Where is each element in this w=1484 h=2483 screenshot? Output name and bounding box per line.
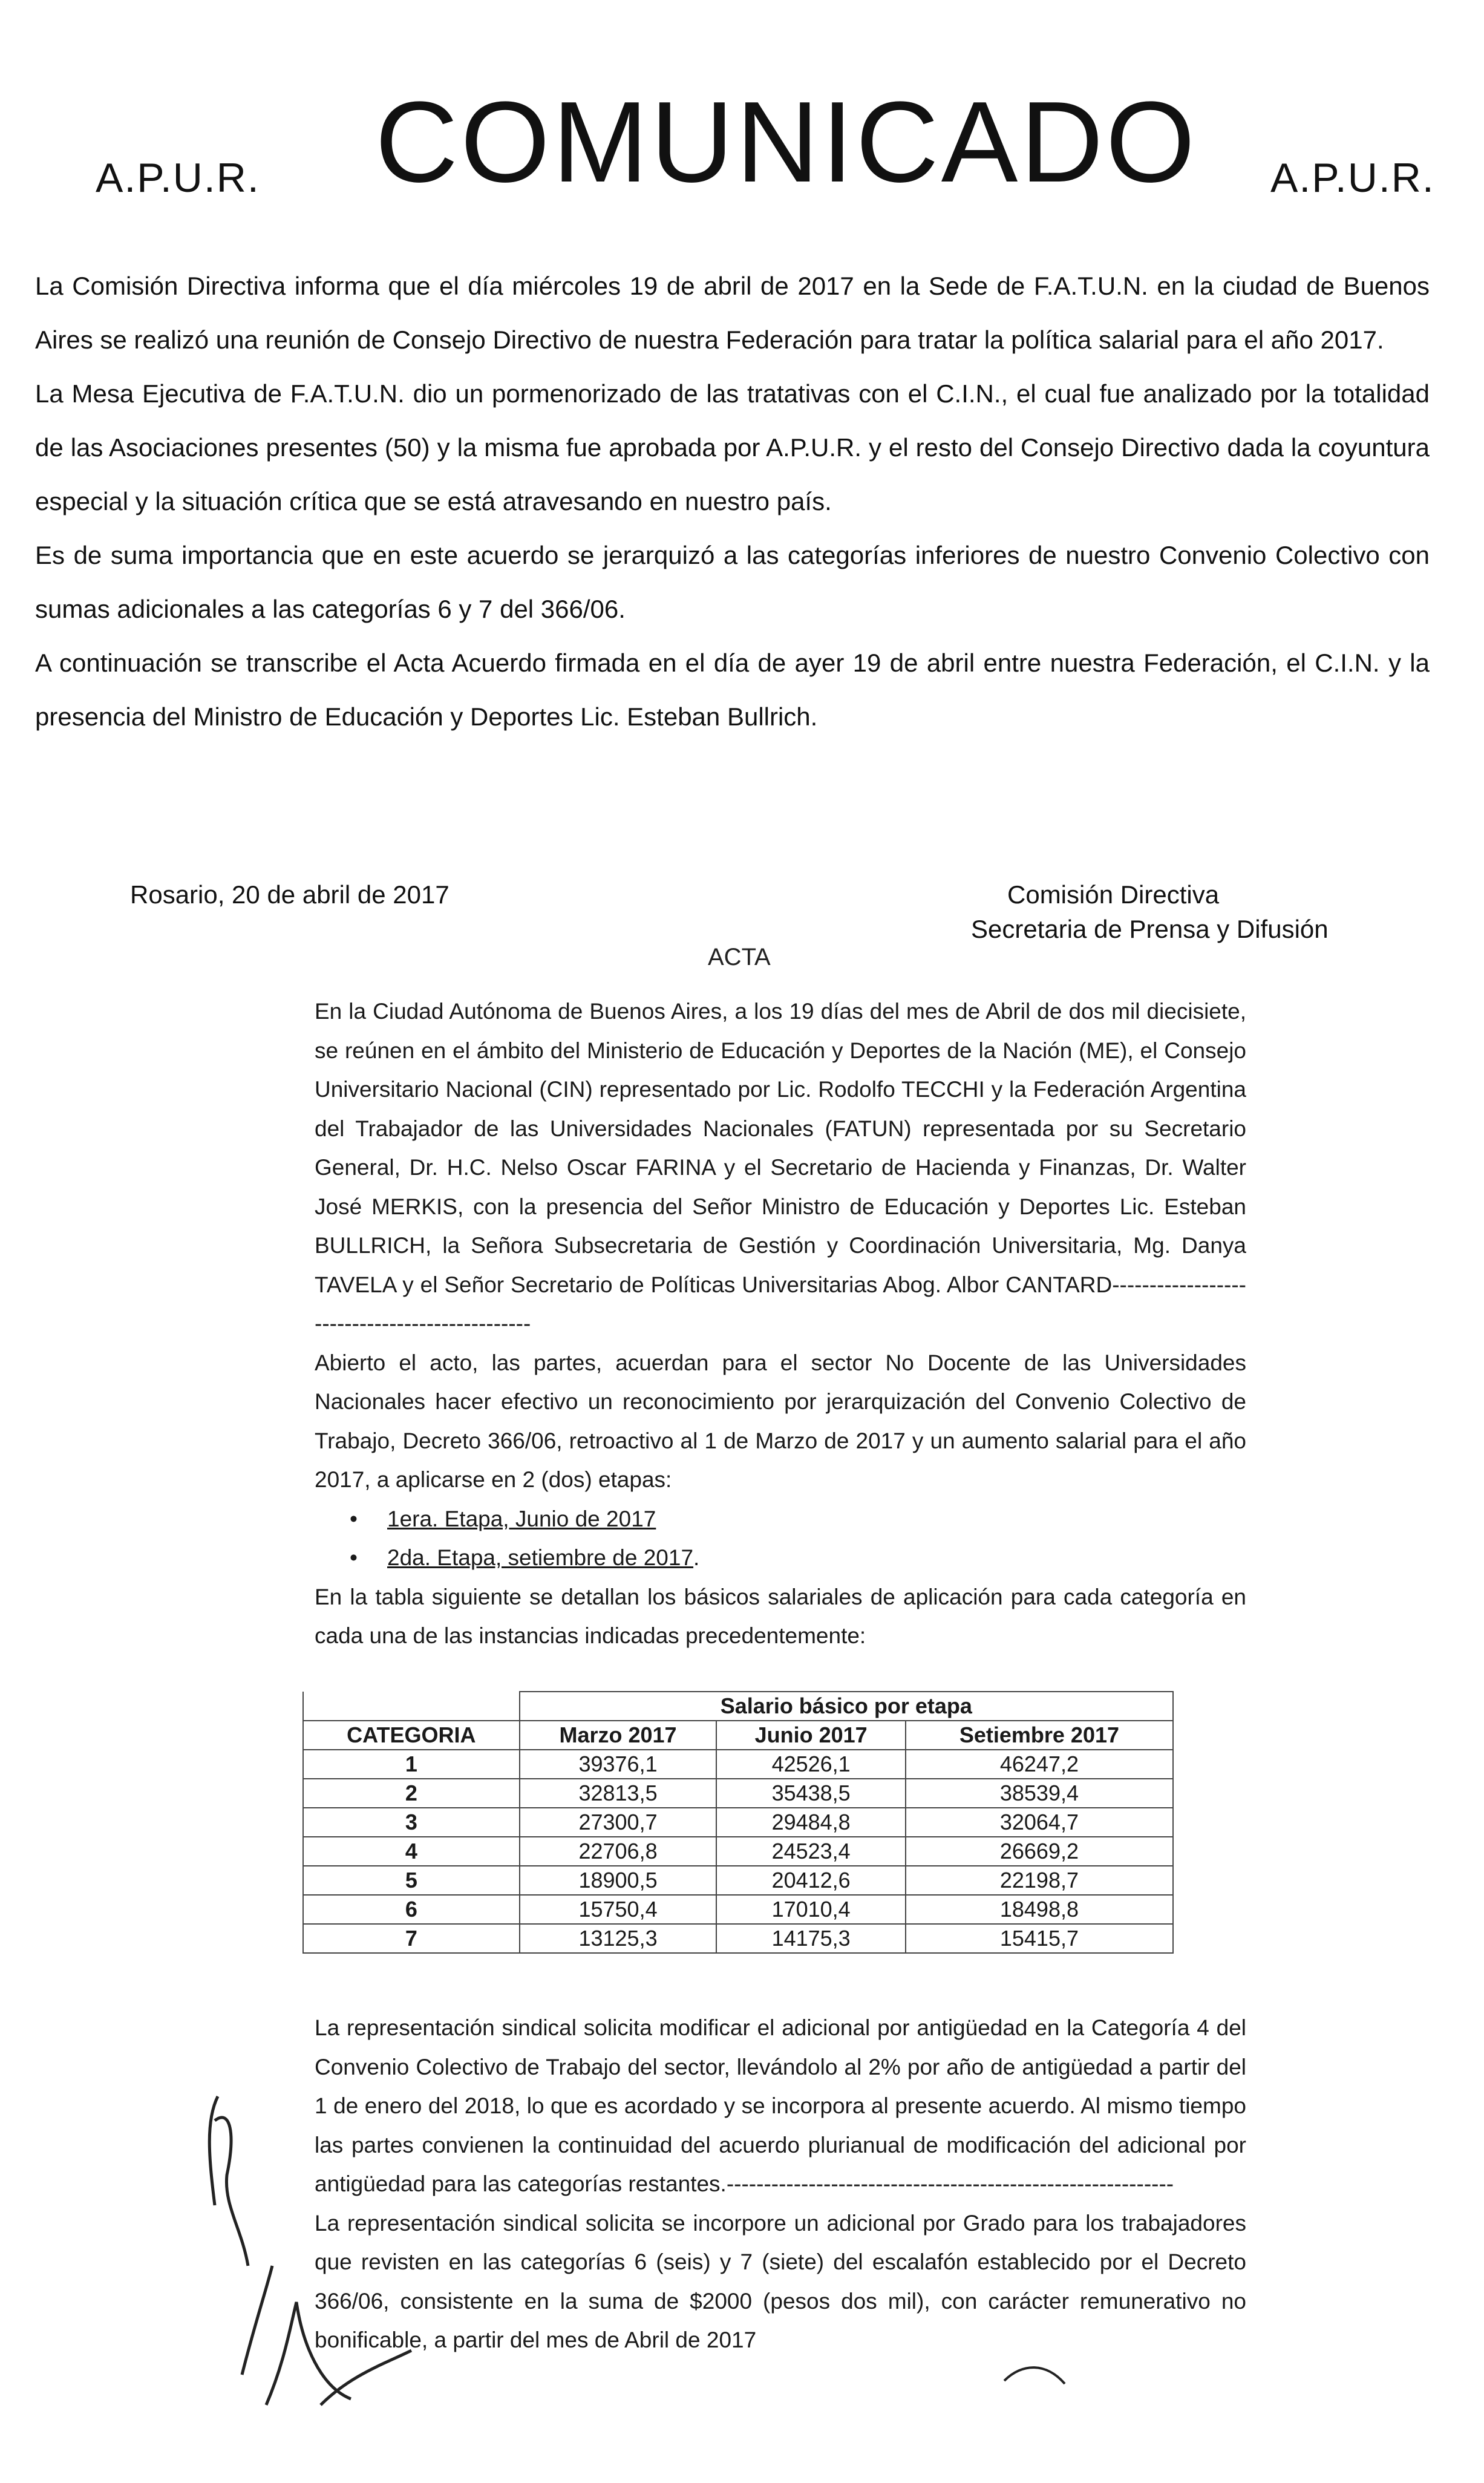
salary-cell: 15415,7 <box>906 1924 1173 1953</box>
salary-cell: 46247,2 <box>906 1750 1173 1779</box>
signoff-body: Comisión Directiva <box>1007 880 1220 909</box>
salary-cell: 14175,3 <box>716 1924 905 1953</box>
etapa-end: . <box>693 1545 700 1570</box>
table-row <box>303 1837 1173 1866</box>
salary-cell: 42526,1 <box>716 1750 905 1779</box>
acta-paragraph-2: Abierto el acto, las partes, acuerdan para el sector No Docente de las Universidades Nacionales hacer efectivo un reconocimiento por jerarquización del Convenio Colectivo de Trabajo, Decreto 366/06, retroactivo al 1 de Marzo de 2017 y un aumento salarial para el año 2017, a aplicarse en 2 (dos) etapas: <box>315 1350 1246 1492</box>
category-cell: 7 <box>303 1924 520 1953</box>
acta-body <box>315 992 1246 1656</box>
salary-table-wrap <box>302 1691 1174 1954</box>
etapas-list <box>315 1500 1246 1578</box>
salary-cell: 29484,8 <box>716 1808 905 1837</box>
intro-paragraph-4: A continuación se transcribe el Acta Acuerdo firmada en el día de ayer 19 de abril entre nuestra Federación, el C.I.N. y la presencia del Ministro de Educación y Deportes Lic. Esteban Bullrich. <box>35 649 1430 731</box>
header-left: A.P.U.R. <box>96 155 260 201</box>
acta-paragraph-3: En la tabla siguiente se detallan los básicos salariales de aplicación para cada categoría en cada una de las instancias indicadas precedentemente: <box>315 1584 1246 1648</box>
intro-paragraph-1: La Comisión Directiva informa que el día miércoles 19 de abril de 2017 en la Sede de F.A.T.U.N. en la ciudad de Buenos Aires se realizó una reunión de Consejo Directivo de nuestra Federación para tratar la política salarial para el año 2017. <box>35 272 1430 354</box>
table-body <box>303 1750 1173 1953</box>
etapa-item-1 <box>387 1500 1246 1539</box>
acta-title: ACTA <box>708 944 771 970</box>
intro-paragraph-3: Es de suma importancia que en este acuerdo se jerarquizó a las categorías inferiores de nuestro Convenio Colectivo con sumas adicionales a las categorías 6 y 7 del 366/06. <box>35 541 1430 623</box>
category-cell: 6 <box>303 1895 520 1924</box>
category-cell: 3 <box>303 1808 520 1837</box>
salary-cell: 18900,5 <box>520 1866 717 1895</box>
category-cell: 4 <box>303 1837 520 1866</box>
page-title: COMUNICADO <box>375 78 1198 206</box>
table-row <box>303 1924 1173 1953</box>
acta-paragraph-1: En la Ciudad Autónoma de Buenos Aires, a los 19 días del mes de Abril de dos mil diecisiete, se reúnen en el ámbito del Ministerio de Educación y Deportes de la Nación (ME), el Consejo Universitario Nacional (CIN) representado por Lic. Rodolfo TECCHI y la Federación Argentina del Trabajador de las Universidades Nacionales (FATUN) representada por su Secretario General, Dr. H.C. Nelso Oscar FARINA y el Secretario de Hacienda y Finanzas, Dr. Walter José MERKIS, con la presencia del Señor Ministro de Educación y Deportes Lic. Esteban BULLRICH, la Señora Subsecretaria de Gestión y Coordinación Universitaria, Mg. Danya TAVELA y el Señor Secretario de Políticas Universitarias Abog. Albor CANTARD----------------------------------------------- <box>315 999 1246 1336</box>
salary-cell: 20412,6 <box>716 1866 905 1895</box>
category-cell: 2 <box>303 1779 520 1808</box>
col-header: Setiembre 2017 <box>906 1721 1173 1750</box>
signature-mark-3 <box>998 2357 1071 2393</box>
table-row <box>303 1895 1173 1924</box>
salary-cell: 39376,1 <box>520 1750 717 1779</box>
col-header: Marzo 2017 <box>520 1721 717 1750</box>
acta-paragraph-4: La representación sindical solicita modificar el adicional por antigüedad en la Categoría 4 del Convenio Colectivo de Trabajo del sector, llevándolo al 2% por año de antigüedad a partir del 1 de enero del 2018, lo que es acordado y se incorpora al presente acuerdo. Al mismo tiempo las partes convienen la continuidad del acuerdo plurianual de modificación del adicional por antigüedad para las categorías restantes.------------------------------------------------------------ <box>315 2015 1246 2196</box>
salary-cell: 35438,5 <box>716 1779 905 1808</box>
etapa-label-2: 2da. Etapa, setiembre de 2017 <box>387 1545 694 1570</box>
salary-cell: 38539,4 <box>906 1779 1173 1808</box>
table-row <box>303 1808 1173 1837</box>
col-header: Junio 2017 <box>716 1721 905 1750</box>
col-header: CATEGORIA <box>303 1721 520 1750</box>
salary-cell: 32813,5 <box>520 1779 717 1808</box>
salary-cell: 15750,4 <box>520 1895 717 1924</box>
salary-cell: 27300,7 <box>520 1808 717 1837</box>
table-group-row <box>303 1692 1173 1721</box>
signoff-dept: Secretaria de Prensa y Difusión <box>971 915 1329 943</box>
salary-cell: 22198,7 <box>906 1866 1173 1895</box>
acta-scan <box>242 935 1428 2417</box>
etapa-item-2 <box>387 1539 1246 1578</box>
salary-cell: 18498,8 <box>906 1895 1173 1924</box>
salary-cell: 17010,4 <box>716 1895 905 1924</box>
acta-body-2 <box>315 2009 1246 2360</box>
etapa-label-1: 1era. Etapa, Junio de 2017 <box>387 1506 656 1531</box>
salary-cell: 32064,7 <box>906 1808 1173 1837</box>
table-row <box>303 1866 1173 1895</box>
header-right: A.P.U.R. <box>1270 155 1435 201</box>
group-header: Salario básico por etapa <box>520 1692 1173 1721</box>
salary-cell: 26669,2 <box>906 1837 1173 1866</box>
category-cell: 1 <box>303 1750 520 1779</box>
signature-mark-1 <box>194 2084 278 2278</box>
intro-paragraph-2: La Mesa Ejecutiva de F.A.T.U.N. dio un pormenorizado de las tratativas con el C.I.N., el cual fue analizado por la totalidad de las Asociaciones presentes (50) y la misma fue aprobada por A.P.U.R. y el resto del Consejo Directivo dada la coyuntura especial y la situación crítica que se está atravesando en nuestro país. <box>35 379 1430 515</box>
table-row <box>303 1750 1173 1779</box>
salary-cell: 24523,4 <box>716 1837 905 1866</box>
intro-text <box>35 259 1430 744</box>
signature-mark-2 <box>230 2254 423 2423</box>
salary-table <box>302 1691 1174 1954</box>
table-corner <box>303 1692 520 1721</box>
salary-cell: 13125,3 <box>520 1924 717 1953</box>
table-row <box>303 1779 1173 1808</box>
acta-paragraph-5: La representación sindical solicita se incorpore un adicional por Grado para los trabajadores que revisten en las categorías 6 (seis) y 7 (siete) del escalafón establecido por el Decreto 366/06, consistente en la suma de $2000 (pesos dos mil), con carácter remunerativo no bonificable, a partir del mes de Abril de 2017 <box>315 2210 1246 2352</box>
place-date: Rosario, 20 de abril de 2017 <box>130 880 449 909</box>
category-cell: 5 <box>303 1866 520 1895</box>
salary-cell: 22706,8 <box>520 1837 717 1866</box>
table-header-row <box>303 1721 1173 1750</box>
